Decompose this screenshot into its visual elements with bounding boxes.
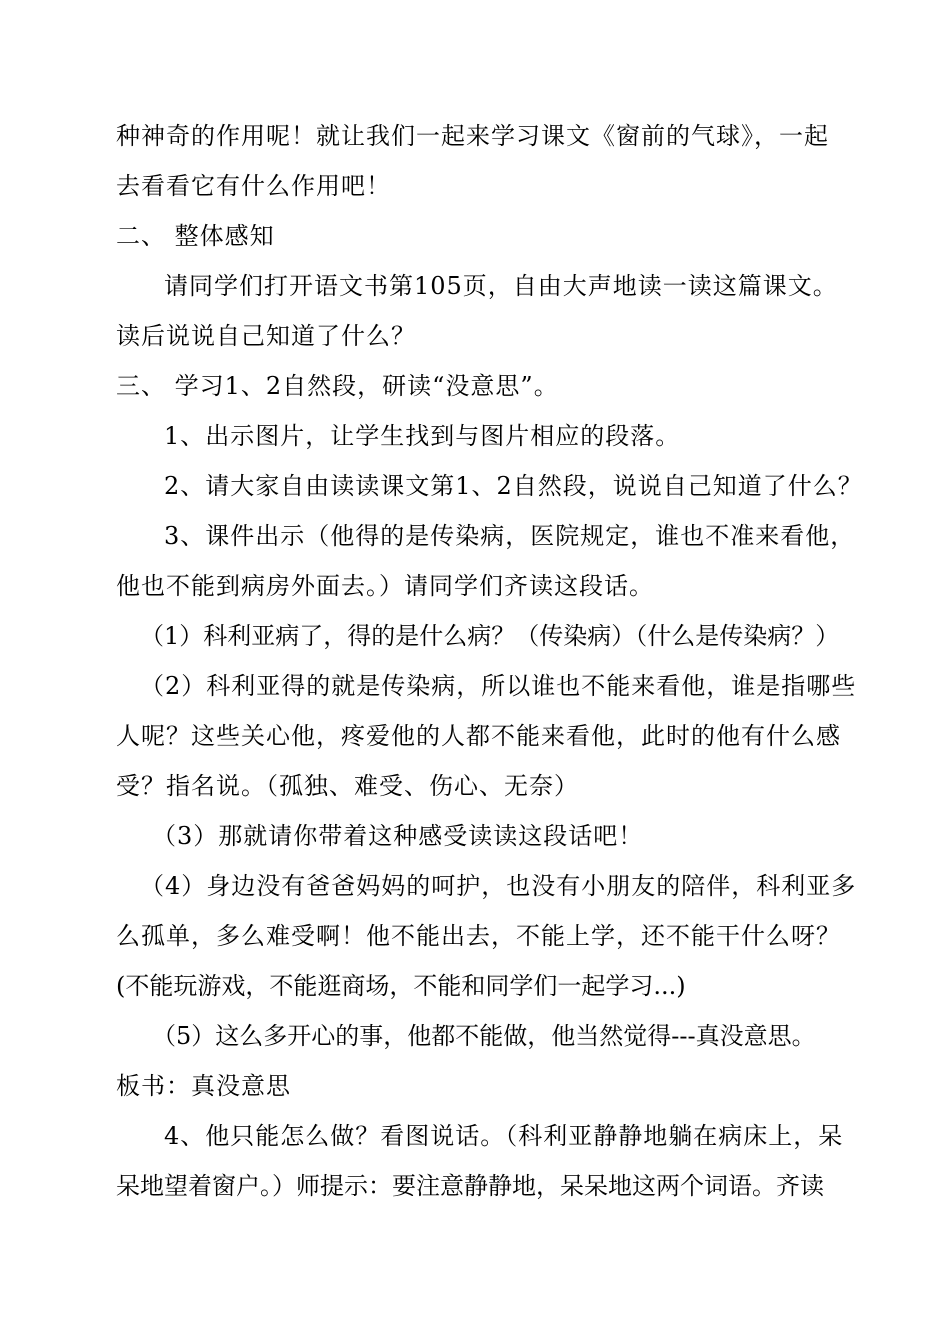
text-line: （2）科利亚得的就是传染病，所以谁也不能来看他，谁是指哪些 <box>140 672 857 700</box>
section-heading: 二、 整体感知 <box>116 222 275 250</box>
text-line: （1）科利亚病了，得的是什么病？（传染病）（什么是传染病？） <box>140 622 840 650</box>
text-line: 板书：真没意思 <box>116 1072 291 1100</box>
text-line: 读后说说自己知道了什么？ <box>116 322 416 350</box>
text-line: 去看看它有什么作用吧！ <box>116 172 391 200</box>
section-heading: 三、 学习1、2自然段，研读“没意思”。 <box>116 372 559 400</box>
text-line: 么孤单，多么难受啊！他不能出去，不能上学，还不能干什么呀？ <box>116 922 841 950</box>
text-line: 他也不能到病房外面去。）请同学们齐读这段话。 <box>116 572 654 600</box>
text-line: 呆地望着窗户。）师提示：要注意静静地，呆呆地这两个词语。齐读 <box>116 1172 824 1200</box>
text-line: 请同学们打开语文书第105页，自由大声地读一读这篇课文。 <box>164 272 838 300</box>
text-line: （4）身边没有爸爸妈妈的呵护，也没有小朋友的陪伴，科利亚多 <box>140 872 857 900</box>
text-line: 受？指名说。（孤独、难受、伤心、无奈） <box>116 772 579 800</box>
text-line: （5）这么多开心的事，他都不能做，他当然觉得---真没意思。 <box>152 1022 816 1050</box>
text-line: 种神奇的作用呢！就让我们一起来学习课文《窗前的气球》，一起 <box>116 122 829 150</box>
text-line: 2、请大家自由读读课文第1、2自然段，说说自己知道了什么？ <box>164 472 863 500</box>
text-line: （3）那就请你带着这种感受读读这段话吧！ <box>152 822 644 850</box>
text-line: 3、课件出示（他得的是传染病，医院规定，谁也不准来看他， <box>164 522 856 550</box>
text-line: 人呢？这些关心他，疼爱他的人都不能来看他，此时的他有什么感 <box>116 722 841 750</box>
text-line: (不能玩游戏，不能逛商场，不能和同学们一起学习...) <box>116 972 686 1000</box>
text-line: 4、他只能怎么做？看图说话。（科利亚静静地躺在病床上，呆 <box>164 1122 844 1150</box>
text-line: 1、出示图片，让学生找到与图片相应的段落。 <box>164 422 681 450</box>
